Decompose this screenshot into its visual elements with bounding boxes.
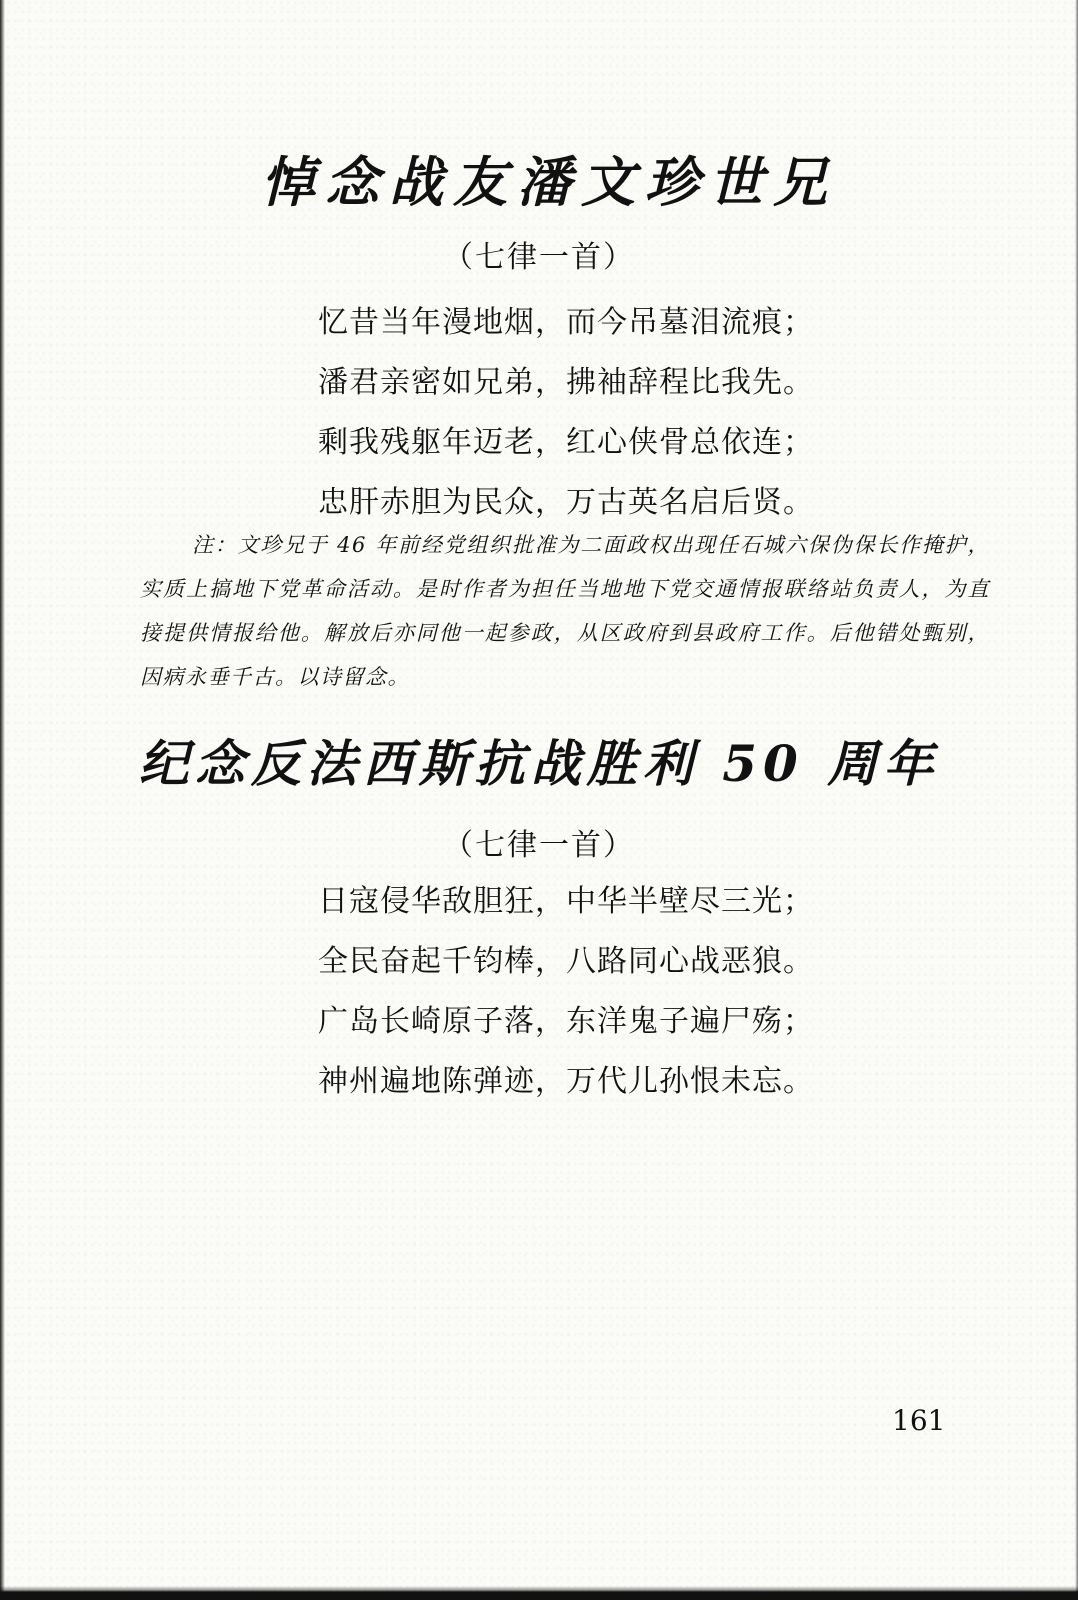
poem-2-subtitle: （七律一首）: [443, 828, 635, 863]
poem-1-note: 注：文珍兄于 46 年前经党组织批准为二面政权出现任石城六保伪保长作掩护，实质上搞地下党革命活动。是时作者为担任当地地下党交通情报联络站负责人，为直接提供情报给他。解放后亦同他一起参政，从区政府到县政府工作。后他错处甄别，因病永垂千古。以诗留念。: [140, 533, 990, 689]
poem-2-line: 神州遍地陈弹迹，万代儿孙恨未忘。: [318, 1064, 814, 1099]
poem-2-line: 全民奋起千钧棒，八路同心战恶狼。: [318, 944, 814, 979]
poem-1-title: 悼念战友潘文珍世兄: [261, 150, 837, 214]
page-number: 161: [892, 1404, 946, 1437]
poem-1-line: 潘君亲密如兄弟，拂袖辞程比我先。: [318, 365, 814, 400]
poem-1-line: 剩我残躯年迈老，红心侠骨总依连；: [318, 425, 814, 460]
poem-2-line: 广岛长崎原子落，东洋鬼子遍尸殇；: [318, 1004, 814, 1039]
poem-1-line: 忠肝赤胆为民众，万古英名启后贤。: [318, 485, 814, 520]
poem-1-lines: [318, 293, 814, 533]
poem-2-line: 日寇侵华敌胆狂，中华半壁尽三光；: [318, 884, 814, 919]
scan-bottom-edge-shadow: [0, 1586, 1078, 1600]
poem-1-subtitle: （七律一首）: [443, 240, 635, 275]
poem-2-lines: [318, 872, 814, 1112]
poem-1-line: 忆昔当年漫地烟，而今吊墓泪流痕；: [318, 305, 814, 340]
poem-2-title: 纪念反法西斯抗战胜利 50 周年: [138, 734, 940, 793]
